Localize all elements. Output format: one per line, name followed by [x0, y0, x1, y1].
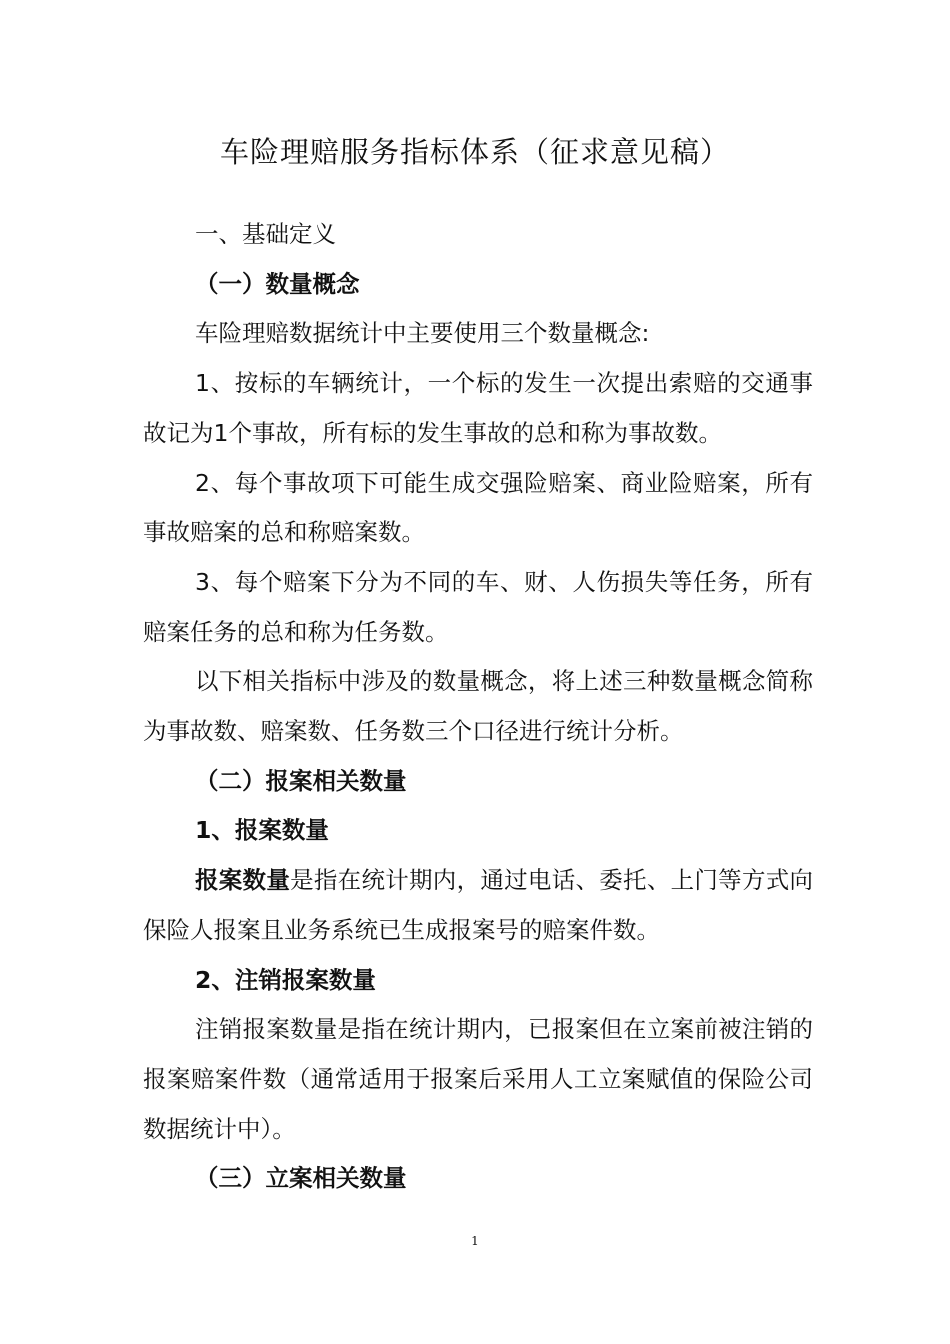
- document-body: [143, 210, 813, 1204]
- subsection-heading-report-quantities: （二）报案相关数量: [195, 766, 407, 795]
- paragraph-item-1: 1、按标的车辆统计，一个标的发生一次提出索赔的交通事故记为1个事故，所有标的发生事故的总和称为事故数。: [143, 369, 813, 447]
- page-number: 1: [471, 1234, 479, 1248]
- item-heading-cancel-report-count: 2、注销报案数量: [195, 965, 376, 994]
- subsection-heading-quantity-concepts: （一）数量概念: [195, 269, 360, 298]
- paragraph-summary: 以下相关指标中涉及的数量概念，将上述三种数量概念简称为事故数、赔案数、任务数三个口径进行统计分析。: [143, 667, 813, 746]
- paragraph-item-2: 2、每个事故项下可能生成交强险赔案、商业险赔案，所有事故赔案的总和称赔案数。: [143, 468, 813, 547]
- section-heading-basic-definitions: 一、基础定义: [195, 220, 336, 248]
- term-report-count: 报案数量: [195, 866, 291, 895]
- paragraph-report-count: [143, 856, 813, 955]
- paragraph-intro: 车险理赔数据统计中主要使用三个数量概念:: [195, 319, 650, 348]
- paragraph-cancel-report-count: 注销报案数量是指在统计期内，已报案但在立案前被注销的报案赔案件数（通常适用于报案后采用人工立案赋值的保险公司数据统计中）。: [143, 1015, 813, 1143]
- item-heading-report-count: 1、报案数量: [195, 816, 329, 845]
- subsection-heading-filing-quantities: （三）立案相关数量: [195, 1164, 407, 1193]
- document-title: 车险理赔服务指标体系（征求意见稿）: [219, 135, 730, 169]
- paragraph-item-3: 3、每个赔案下分为不同的车、财、人伤损失等任务，所有赔案任务的总和称为任务数。: [143, 567, 813, 646]
- definition-report-count: 是指在统计期内，通过电话、委托、上门等方式向保险人报案且业务系统已生成报案号的赔案件数。: [143, 866, 814, 944]
